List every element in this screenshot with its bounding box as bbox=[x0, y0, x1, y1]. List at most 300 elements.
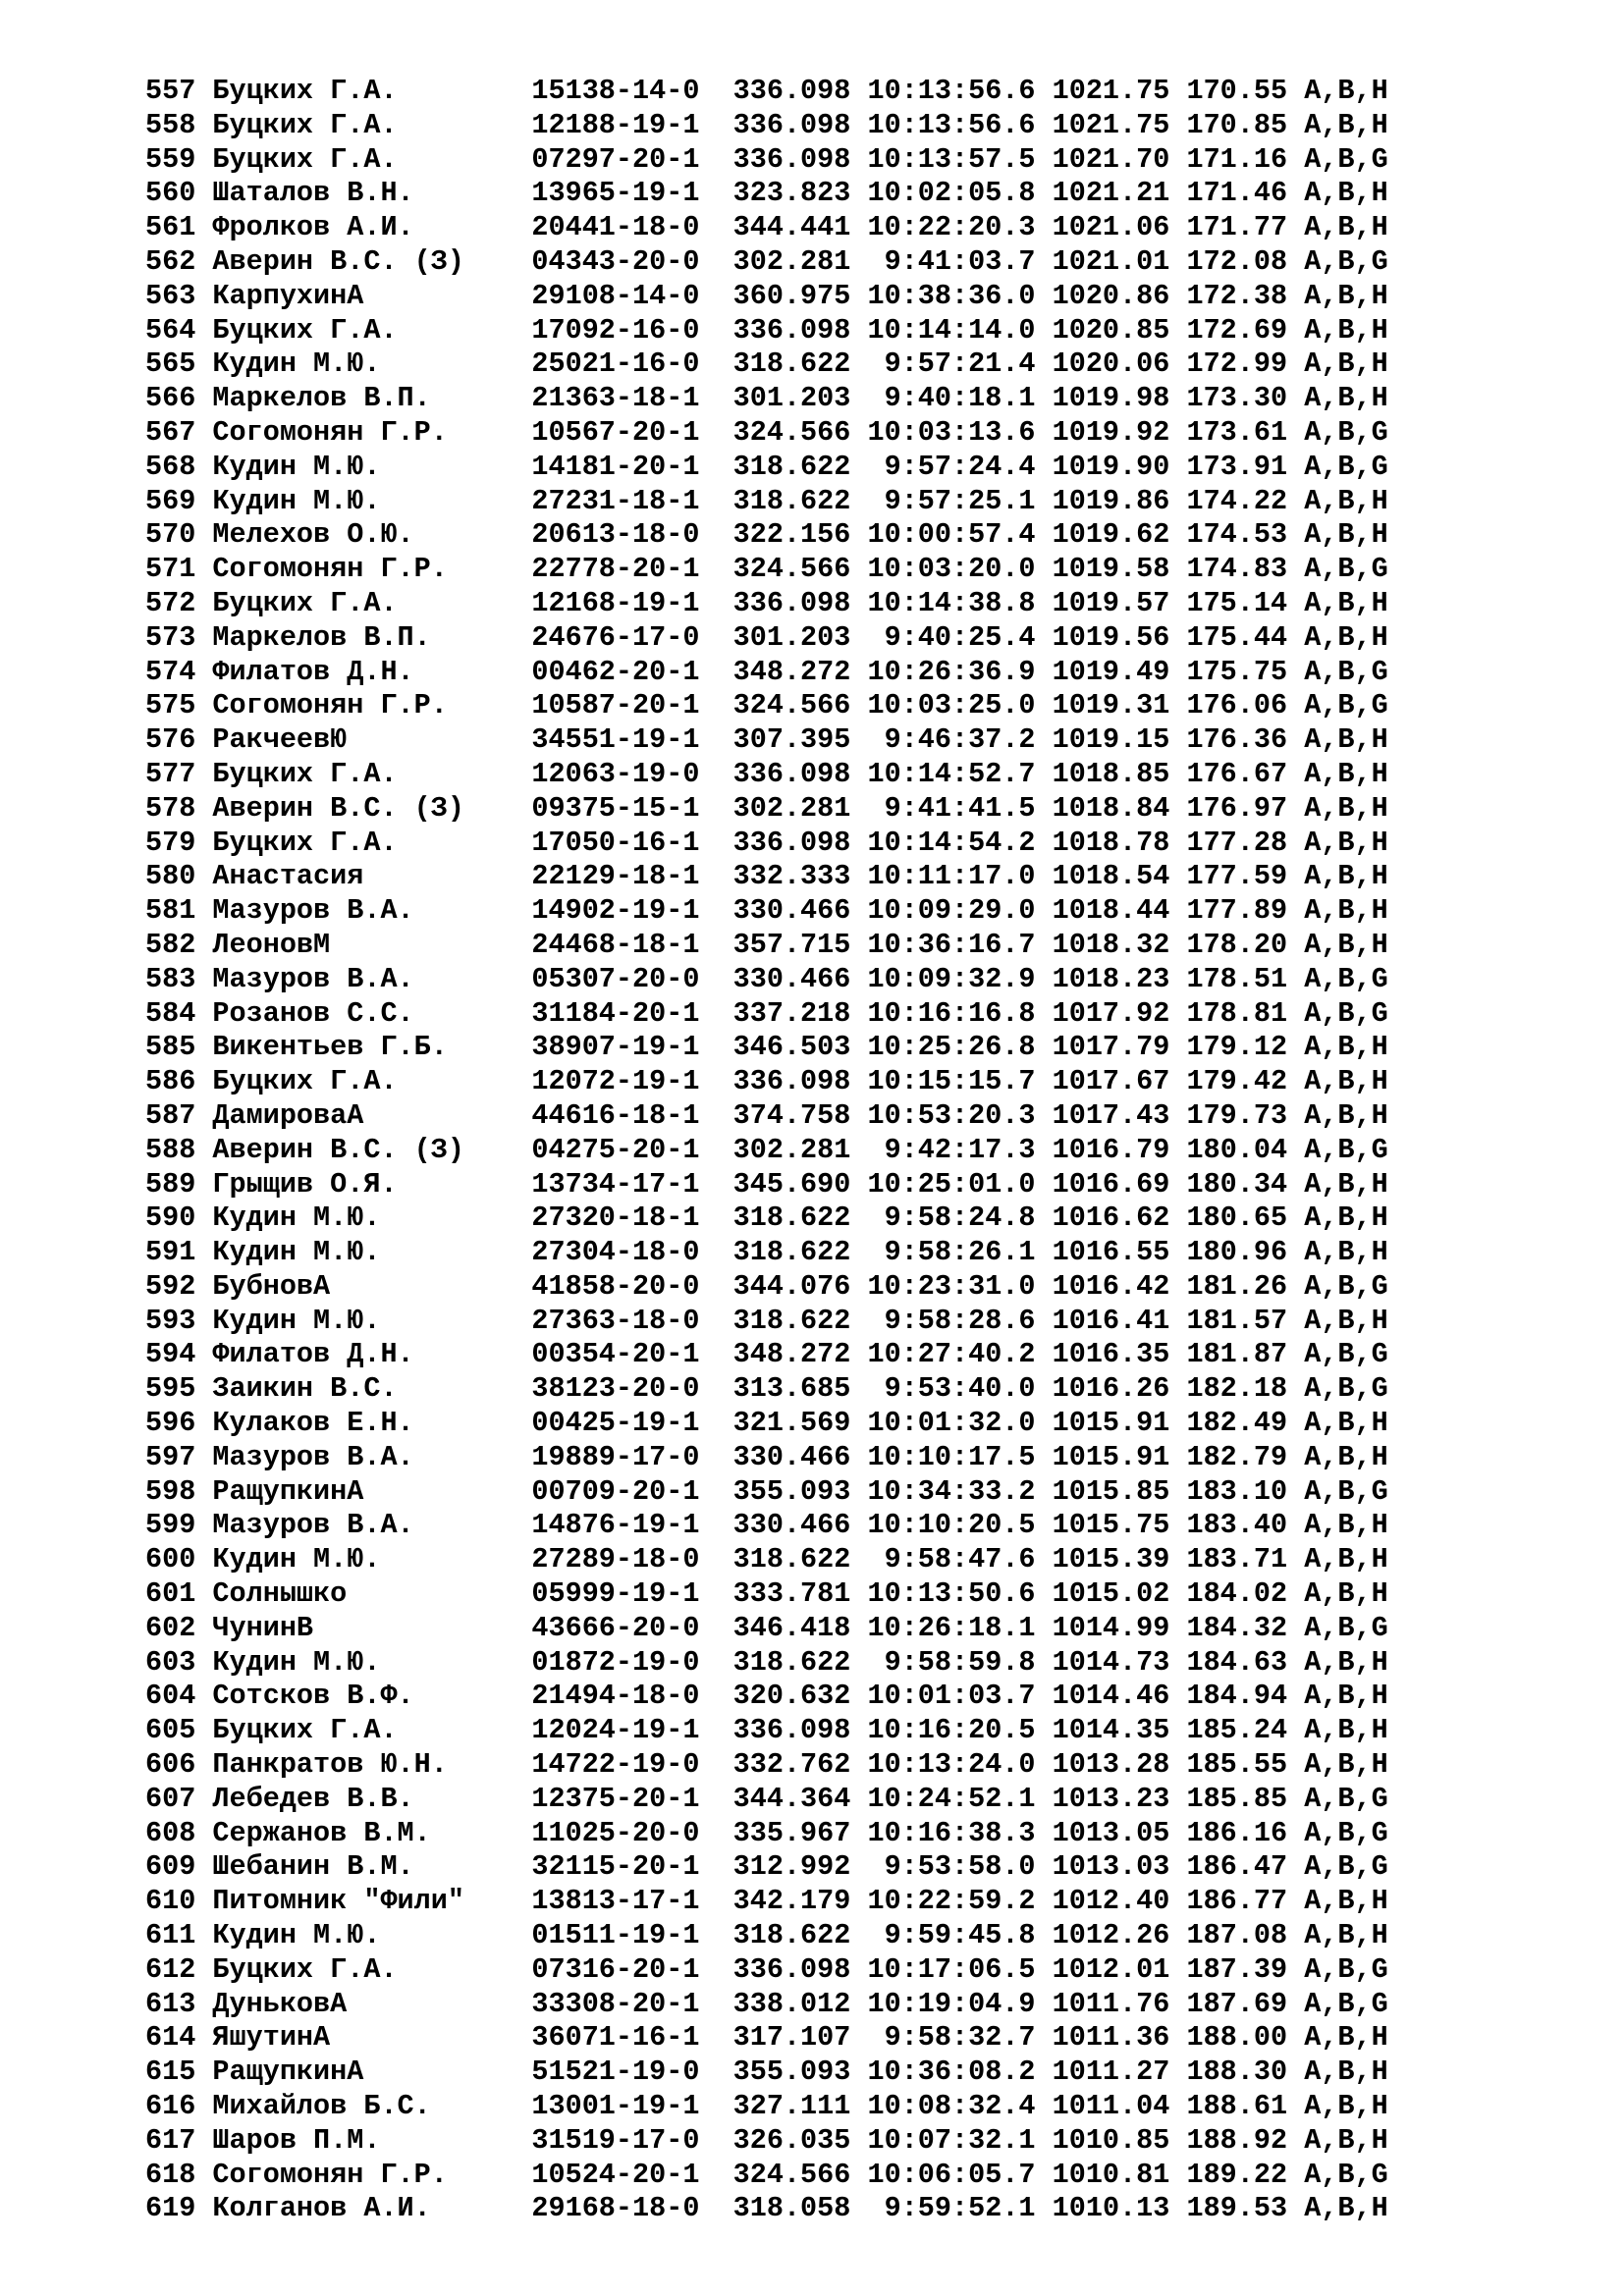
time-cell-wrap bbox=[850, 656, 1035, 688]
table-row bbox=[145, 314, 1388, 348]
table-row bbox=[145, 1065, 1388, 1099]
category-cell-wrap bbox=[1287, 1714, 1388, 1746]
time-cell: 10:10:20.5 bbox=[867, 1509, 1036, 1542]
category-cell: A,B,G bbox=[1304, 415, 1388, 449]
category-cell-wrap bbox=[1287, 1850, 1388, 1883]
coef-cell-wrap bbox=[1169, 1509, 1287, 1541]
ring-cell-wrap bbox=[531, 827, 732, 859]
speed-cell-wrap bbox=[1036, 963, 1170, 995]
place-cell: 565 bbox=[145, 347, 196, 381]
time-cell-wrap bbox=[850, 1988, 1035, 2020]
time-cell: 10:08:32.4 bbox=[867, 2090, 1036, 2123]
distance-cell-wrap bbox=[733, 1646, 851, 1679]
distance-cell-wrap bbox=[733, 109, 851, 141]
place-cell: 561 bbox=[145, 211, 196, 244]
distance-cell: 345.690 bbox=[732, 1167, 851, 1201]
coef-cell: 175.14 bbox=[1186, 586, 1288, 619]
ring-cell-wrap bbox=[531, 1543, 732, 1575]
speed-cell: 1012.01 bbox=[1052, 1952, 1170, 1986]
distance-cell-wrap bbox=[733, 211, 851, 243]
place-cell-wrap bbox=[145, 1680, 212, 1712]
distance-cell: 336.098 bbox=[732, 586, 851, 619]
ring-cell: 17092-16-0 bbox=[531, 313, 700, 347]
distance-cell-wrap bbox=[733, 1338, 851, 1370]
speed-cell-wrap bbox=[1036, 1953, 1170, 1986]
ring-cell: 13813-17-1 bbox=[531, 1885, 700, 1918]
speed-cell: 1013.28 bbox=[1052, 1748, 1170, 1782]
ring-cell-wrap bbox=[531, 1817, 732, 1849]
speed-cell: 1020.85 bbox=[1052, 313, 1170, 347]
time-cell-wrap bbox=[850, 1372, 1035, 1405]
name-cell-wrap bbox=[212, 75, 531, 107]
place-cell: 612 bbox=[145, 1952, 196, 1986]
table-row bbox=[145, 1168, 1388, 1202]
coef-cell-wrap bbox=[1169, 1988, 1287, 2020]
category-cell-wrap bbox=[1287, 2159, 1388, 2191]
category-cell: A,B,H bbox=[1304, 1167, 1388, 1201]
name-cell-wrap bbox=[212, 2021, 531, 2054]
category-cell-wrap bbox=[1287, 314, 1388, 347]
coef-cell: 188.92 bbox=[1186, 2123, 1288, 2157]
speed-cell: 1014.35 bbox=[1052, 1714, 1170, 1747]
time-cell: 10:26:36.9 bbox=[867, 655, 1036, 688]
ring-cell: 10587-20-1 bbox=[531, 689, 700, 722]
distance-cell: 337.218 bbox=[732, 996, 851, 1030]
time-cell-wrap bbox=[850, 2021, 1035, 2054]
coef-cell: 176.97 bbox=[1186, 791, 1288, 825]
category-cell-wrap bbox=[1287, 1612, 1388, 1644]
coef-cell: 180.65 bbox=[1186, 1201, 1288, 1235]
name-cell: Филатов Д.Н. bbox=[212, 655, 414, 688]
place-cell-wrap bbox=[145, 2124, 212, 2157]
place-cell: 593 bbox=[145, 1304, 196, 1337]
time-cell: 10:14:38.8 bbox=[867, 586, 1036, 619]
time-cell: 9:46:37.2 bbox=[884, 723, 1036, 757]
time-cell-wrap bbox=[850, 587, 1035, 619]
speed-cell-wrap bbox=[1036, 2056, 1170, 2088]
category-cell: A,B,H bbox=[1304, 826, 1388, 859]
ring-cell-wrap bbox=[531, 2124, 732, 2157]
coef-cell: 177.89 bbox=[1186, 894, 1288, 928]
distance-cell: 344.441 bbox=[732, 211, 851, 244]
speed-cell: 1018.23 bbox=[1052, 962, 1170, 995]
name-cell: Согомонян Г.Р. bbox=[212, 2158, 448, 2191]
time-cell: 9:41:03.7 bbox=[884, 244, 1036, 278]
distance-cell-wrap bbox=[733, 553, 851, 585]
name-cell-wrap bbox=[212, 1612, 531, 1644]
speed-cell-wrap bbox=[1036, 211, 1170, 243]
ring-cell-wrap bbox=[531, 382, 732, 414]
coef-cell: 184.63 bbox=[1186, 1645, 1288, 1679]
ring-cell: 20441-18-0 bbox=[531, 211, 700, 244]
coef-cell: 172.99 bbox=[1186, 347, 1288, 381]
coef-cell-wrap bbox=[1169, 451, 1287, 483]
distance-cell: 330.466 bbox=[732, 962, 851, 995]
coef-cell-wrap bbox=[1169, 245, 1287, 278]
speed-cell-wrap bbox=[1036, 1065, 1170, 1097]
name-cell: Кудин М.Ю. bbox=[212, 450, 381, 483]
distance-cell-wrap bbox=[733, 860, 851, 892]
time-cell: 10:03:13.6 bbox=[867, 415, 1036, 449]
place-cell: 568 bbox=[145, 450, 196, 483]
coef-cell-wrap bbox=[1169, 485, 1287, 517]
category-cell: A,B,H bbox=[1304, 2056, 1388, 2089]
category-cell-wrap bbox=[1287, 792, 1388, 825]
distance-cell: 301.203 bbox=[732, 620, 851, 654]
name-cell: Согомонян Г.Р. bbox=[212, 689, 448, 722]
coef-cell: 177.28 bbox=[1186, 826, 1288, 859]
category-cell-wrap bbox=[1287, 827, 1388, 859]
place-cell: 611 bbox=[145, 1919, 196, 1952]
time-cell-wrap bbox=[850, 1612, 1035, 1644]
name-cell: Буцких Г.А. bbox=[212, 75, 398, 107]
table-row bbox=[145, 177, 1388, 211]
speed-cell-wrap bbox=[1036, 860, 1170, 892]
speed-cell: 1019.86 bbox=[1052, 484, 1170, 517]
coef-cell-wrap bbox=[1169, 1953, 1287, 1986]
category-cell-wrap bbox=[1287, 723, 1388, 756]
coef-cell-wrap bbox=[1169, 1338, 1287, 1370]
coef-cell: 170.55 bbox=[1186, 75, 1288, 107]
category-cell: A,B,H bbox=[1304, 1407, 1388, 1440]
ring-cell: 25021-16-0 bbox=[531, 347, 700, 381]
category-cell: A,B,H bbox=[1304, 2090, 1388, 2123]
distance-cell: 374.758 bbox=[732, 1098, 851, 1132]
category-cell: A,B,H bbox=[1304, 1748, 1388, 1782]
ring-cell-wrap bbox=[531, 1441, 732, 1473]
time-cell-wrap bbox=[850, 1134, 1035, 1166]
place-cell-wrap bbox=[145, 1783, 212, 1815]
time-cell-wrap bbox=[850, 347, 1035, 380]
speed-cell: 1018.84 bbox=[1052, 791, 1170, 825]
place-cell-wrap bbox=[145, 792, 212, 825]
coef-cell-wrap bbox=[1169, 1270, 1287, 1303]
time-cell-wrap bbox=[850, 314, 1035, 347]
time-cell-wrap bbox=[850, 485, 1035, 517]
time-cell-wrap bbox=[850, 1783, 1035, 1815]
place-cell: 572 bbox=[145, 586, 196, 619]
name-cell-wrap bbox=[212, 860, 531, 892]
coef-cell: 179.12 bbox=[1186, 1031, 1288, 1064]
name-cell: Шебанин В.М. bbox=[212, 1850, 414, 1884]
category-cell-wrap bbox=[1287, 860, 1388, 892]
speed-cell: 1016.26 bbox=[1052, 1372, 1170, 1406]
time-cell: 10:22:59.2 bbox=[867, 1885, 1036, 1918]
category-cell: A,B,H bbox=[1304, 620, 1388, 654]
ring-cell-wrap bbox=[531, 1850, 732, 1883]
speed-cell: 1019.98 bbox=[1052, 382, 1170, 415]
category-cell-wrap bbox=[1287, 587, 1388, 619]
name-cell: ЛеоновМ bbox=[212, 928, 331, 961]
time-cell: 10:14:54.2 bbox=[867, 826, 1036, 859]
name-cell: Буцких Г.А. bbox=[212, 757, 398, 790]
time-cell: 10:01:03.7 bbox=[867, 1680, 1036, 1713]
name-cell: Кудин М.Ю. bbox=[212, 1645, 381, 1679]
name-cell-wrap bbox=[212, 1577, 531, 1610]
name-cell: Шаталов В.Н. bbox=[212, 177, 414, 210]
speed-cell-wrap bbox=[1036, 1817, 1170, 1849]
table-row bbox=[145, 997, 1388, 1032]
speed-cell: 1016.69 bbox=[1052, 1167, 1170, 1201]
time-cell: 9:57:21.4 bbox=[884, 347, 1036, 381]
name-cell: Буцких Г.А. bbox=[212, 108, 398, 141]
speed-cell-wrap bbox=[1036, 1201, 1170, 1234]
place-cell: 581 bbox=[145, 894, 196, 928]
time-cell: 10:19:04.9 bbox=[867, 1987, 1036, 2020]
ring-cell-wrap bbox=[531, 723, 732, 756]
name-cell-wrap bbox=[212, 2090, 531, 2122]
speed-cell-wrap bbox=[1036, 1270, 1170, 1303]
speed-cell: 1019.56 bbox=[1052, 620, 1170, 654]
ring-cell: 07316-20-1 bbox=[531, 1952, 700, 1986]
coef-cell-wrap bbox=[1169, 1168, 1287, 1201]
category-cell-wrap bbox=[1287, 656, 1388, 688]
table-row bbox=[145, 758, 1388, 792]
place-cell: 569 bbox=[145, 484, 196, 517]
name-cell-wrap bbox=[212, 723, 531, 756]
name-cell: Михайлов Б.С. bbox=[212, 2090, 431, 2123]
table-row bbox=[145, 723, 1388, 758]
coef-cell-wrap bbox=[1169, 1305, 1287, 1337]
category-cell: A,B,G bbox=[1304, 1782, 1388, 1815]
ring-cell: 13965-19-1 bbox=[531, 177, 700, 210]
ring-cell: 31184-20-1 bbox=[531, 996, 700, 1030]
distance-cell-wrap bbox=[733, 1885, 851, 1917]
speed-cell-wrap bbox=[1036, 2090, 1170, 2122]
time-cell-wrap bbox=[850, 1168, 1035, 1201]
time-cell: 9:53:40.0 bbox=[884, 1372, 1036, 1406]
category-cell: A,B,G bbox=[1304, 689, 1388, 722]
coef-cell-wrap bbox=[1169, 929, 1287, 961]
time-cell: 10:03:25.0 bbox=[867, 689, 1036, 722]
table-row bbox=[145, 1201, 1388, 1236]
coef-cell-wrap bbox=[1169, 1680, 1287, 1712]
distance-cell: 360.975 bbox=[732, 279, 851, 312]
distance-cell: 346.418 bbox=[732, 1611, 851, 1644]
coef-cell: 184.02 bbox=[1186, 1577, 1288, 1611]
name-cell: Буцких Г.А. bbox=[212, 826, 398, 859]
distance-cell-wrap bbox=[733, 1065, 851, 1097]
distance-cell: 318.622 bbox=[732, 1543, 851, 1576]
coef-cell: 173.91 bbox=[1186, 450, 1288, 483]
distance-cell-wrap bbox=[733, 2124, 851, 2157]
category-cell-wrap bbox=[1287, 1065, 1388, 1097]
place-cell: 613 bbox=[145, 1987, 196, 2020]
coef-cell-wrap bbox=[1169, 2124, 1287, 2157]
ring-cell: 05999-19-1 bbox=[531, 1577, 700, 1611]
ring-cell: 11025-20-0 bbox=[531, 1816, 700, 1849]
category-cell-wrap bbox=[1287, 1168, 1388, 1201]
speed-cell-wrap bbox=[1036, 1236, 1170, 1268]
ring-cell-wrap bbox=[531, 1099, 732, 1132]
speed-cell-wrap bbox=[1036, 109, 1170, 141]
distance-cell-wrap bbox=[733, 1407, 851, 1439]
ring-cell: 34551-19-1 bbox=[531, 723, 700, 757]
time-cell: 10:15:15.7 bbox=[867, 1065, 1036, 1098]
coef-cell-wrap bbox=[1169, 1475, 1287, 1508]
ring-cell-wrap bbox=[531, 416, 732, 449]
speed-cell: 1014.73 bbox=[1052, 1645, 1170, 1679]
coef-cell: 184.94 bbox=[1186, 1680, 1288, 1713]
coef-cell-wrap bbox=[1169, 1850, 1287, 1883]
ring-cell-wrap bbox=[531, 2056, 732, 2088]
name-cell-wrap bbox=[212, 143, 531, 176]
speed-cell: 1015.91 bbox=[1052, 1407, 1170, 1440]
name-cell: Кудин М.Ю. bbox=[212, 1543, 381, 1576]
distance-cell-wrap bbox=[733, 1577, 851, 1610]
category-cell: A,B,H bbox=[1304, 177, 1388, 210]
coef-cell: 183.10 bbox=[1186, 1474, 1288, 1508]
place-cell-wrap bbox=[145, 1065, 212, 1097]
distance-cell-wrap bbox=[733, 2056, 851, 2088]
name-cell-wrap bbox=[212, 1065, 531, 1097]
coef-cell-wrap bbox=[1169, 1065, 1287, 1097]
coef-cell-wrap bbox=[1169, 1407, 1287, 1439]
speed-cell-wrap bbox=[1036, 1783, 1170, 1815]
coef-cell: 176.67 bbox=[1186, 757, 1288, 790]
ring-cell: 19889-17-0 bbox=[531, 1440, 700, 1473]
coef-cell: 172.69 bbox=[1186, 313, 1288, 347]
ring-cell-wrap bbox=[531, 963, 732, 995]
table-row bbox=[145, 1372, 1388, 1407]
coef-cell: 171.46 bbox=[1186, 177, 1288, 210]
coef-cell-wrap bbox=[1169, 518, 1287, 551]
coef-cell-wrap bbox=[1169, 723, 1287, 756]
place-cell: 578 bbox=[145, 791, 196, 825]
coef-cell: 186.16 bbox=[1186, 1816, 1288, 1849]
time-cell-wrap bbox=[850, 792, 1035, 825]
time-cell: 10:27:40.2 bbox=[867, 1338, 1036, 1371]
ring-cell: 14181-20-1 bbox=[531, 450, 700, 483]
speed-cell-wrap bbox=[1036, 2021, 1170, 2054]
ring-cell-wrap bbox=[531, 1338, 732, 1370]
name-cell-wrap bbox=[212, 2159, 531, 2191]
speed-cell-wrap bbox=[1036, 347, 1170, 380]
coef-cell: 188.30 bbox=[1186, 2056, 1288, 2089]
name-cell: Буцких Г.А. bbox=[212, 1065, 398, 1098]
distance-cell-wrap bbox=[733, 929, 851, 961]
coef-cell: 182.18 bbox=[1186, 1372, 1288, 1406]
distance-cell: 336.098 bbox=[732, 1065, 851, 1098]
time-cell: 10:34:33.2 bbox=[867, 1474, 1036, 1508]
name-cell-wrap bbox=[212, 314, 531, 347]
coef-cell: 183.71 bbox=[1186, 1543, 1288, 1576]
category-cell-wrap bbox=[1287, 2021, 1388, 2054]
name-cell: Филатов Д.Н. bbox=[212, 1338, 414, 1371]
distance-cell-wrap bbox=[733, 1953, 851, 1986]
place-cell-wrap bbox=[145, 347, 212, 380]
coef-cell: 177.59 bbox=[1186, 860, 1288, 893]
speed-cell: 1019.15 bbox=[1052, 723, 1170, 757]
name-cell-wrap bbox=[212, 1475, 531, 1508]
time-cell-wrap bbox=[850, 1201, 1035, 1234]
time-cell-wrap bbox=[850, 1065, 1035, 1097]
distance-cell-wrap bbox=[733, 1134, 851, 1166]
speed-cell: 1016.41 bbox=[1052, 1304, 1170, 1337]
name-cell: Буцких Г.А. bbox=[212, 142, 398, 176]
distance-cell-wrap bbox=[733, 2192, 851, 2224]
ring-cell: 24468-18-1 bbox=[531, 928, 700, 961]
distance-cell: 336.098 bbox=[732, 108, 851, 141]
time-cell: 10:23:31.0 bbox=[867, 1269, 1036, 1303]
place-cell-wrap bbox=[145, 997, 212, 1030]
place-cell-wrap bbox=[145, 518, 212, 551]
distance-cell: 336.098 bbox=[732, 757, 851, 790]
coef-cell: 180.96 bbox=[1186, 1236, 1288, 1269]
ring-cell: 29108-14-0 bbox=[531, 279, 700, 312]
name-cell-wrap bbox=[212, 1338, 531, 1370]
place-cell: 557 bbox=[145, 75, 196, 107]
distance-cell-wrap bbox=[733, 792, 851, 825]
category-cell: A,B,H bbox=[1304, 1714, 1388, 1747]
distance-cell: 336.098 bbox=[732, 1714, 851, 1747]
ring-cell-wrap bbox=[531, 1168, 732, 1201]
name-cell: Буцких Г.А. bbox=[212, 1714, 398, 1747]
coef-cell-wrap bbox=[1169, 1031, 1287, 1063]
distance-cell: 302.281 bbox=[732, 244, 851, 278]
place-cell: 591 bbox=[145, 1236, 196, 1269]
coef-cell-wrap bbox=[1169, 792, 1287, 825]
coef-cell-wrap bbox=[1169, 1577, 1287, 1610]
speed-cell: 1017.79 bbox=[1052, 1031, 1170, 1064]
ring-cell: 04343-20-0 bbox=[531, 244, 700, 278]
speed-cell-wrap bbox=[1036, 792, 1170, 825]
speed-cell-wrap bbox=[1036, 827, 1170, 859]
category-cell-wrap bbox=[1287, 109, 1388, 141]
distance-cell: 324.566 bbox=[732, 553, 851, 586]
place-cell: 583 bbox=[145, 962, 196, 995]
name-cell-wrap bbox=[212, 827, 531, 859]
coef-cell: 171.16 bbox=[1186, 142, 1288, 176]
place-cell: 558 bbox=[145, 108, 196, 141]
table-row bbox=[145, 416, 1388, 451]
time-cell: 9:53:58.0 bbox=[884, 1850, 1036, 1884]
distance-cell-wrap bbox=[733, 347, 851, 380]
name-cell: ДамироваА bbox=[212, 1098, 364, 1132]
category-cell-wrap bbox=[1287, 553, 1388, 585]
name-cell: Кудин М.Ю. bbox=[212, 1236, 381, 1269]
name-cell: Кудин М.Ю. bbox=[212, 1304, 381, 1337]
speed-cell-wrap bbox=[1036, 1338, 1170, 1370]
place-cell-wrap bbox=[145, 1475, 212, 1508]
category-cell-wrap bbox=[1287, 177, 1388, 209]
place-cell-wrap bbox=[145, 1168, 212, 1201]
place-cell-wrap bbox=[145, 1748, 212, 1781]
ring-cell: 51521-19-0 bbox=[531, 2056, 700, 2089]
place-cell: 562 bbox=[145, 244, 196, 278]
table-row bbox=[145, 1270, 1388, 1305]
speed-cell-wrap bbox=[1036, 1031, 1170, 1063]
name-cell: ЯшутинА bbox=[212, 2021, 331, 2055]
place-cell: 597 bbox=[145, 1440, 196, 1473]
distance-cell-wrap bbox=[733, 1543, 851, 1575]
table-row bbox=[145, 1612, 1388, 1646]
time-cell: 10:14:52.7 bbox=[867, 757, 1036, 790]
speed-cell: 1018.32 bbox=[1052, 928, 1170, 961]
place-cell: 598 bbox=[145, 1474, 196, 1508]
ring-cell-wrap bbox=[531, 109, 732, 141]
distance-cell-wrap bbox=[733, 75, 851, 107]
coef-cell-wrap bbox=[1169, 1099, 1287, 1132]
coef-cell: 186.77 bbox=[1186, 1885, 1288, 1918]
distance-cell-wrap bbox=[733, 280, 851, 312]
time-cell-wrap bbox=[850, 894, 1035, 927]
distance-cell-wrap bbox=[733, 1305, 851, 1337]
category-cell: A,B,G bbox=[1304, 962, 1388, 995]
category-cell-wrap bbox=[1287, 1236, 1388, 1268]
ring-cell-wrap bbox=[531, 2159, 732, 2191]
place-cell-wrap bbox=[145, 1338, 212, 1370]
